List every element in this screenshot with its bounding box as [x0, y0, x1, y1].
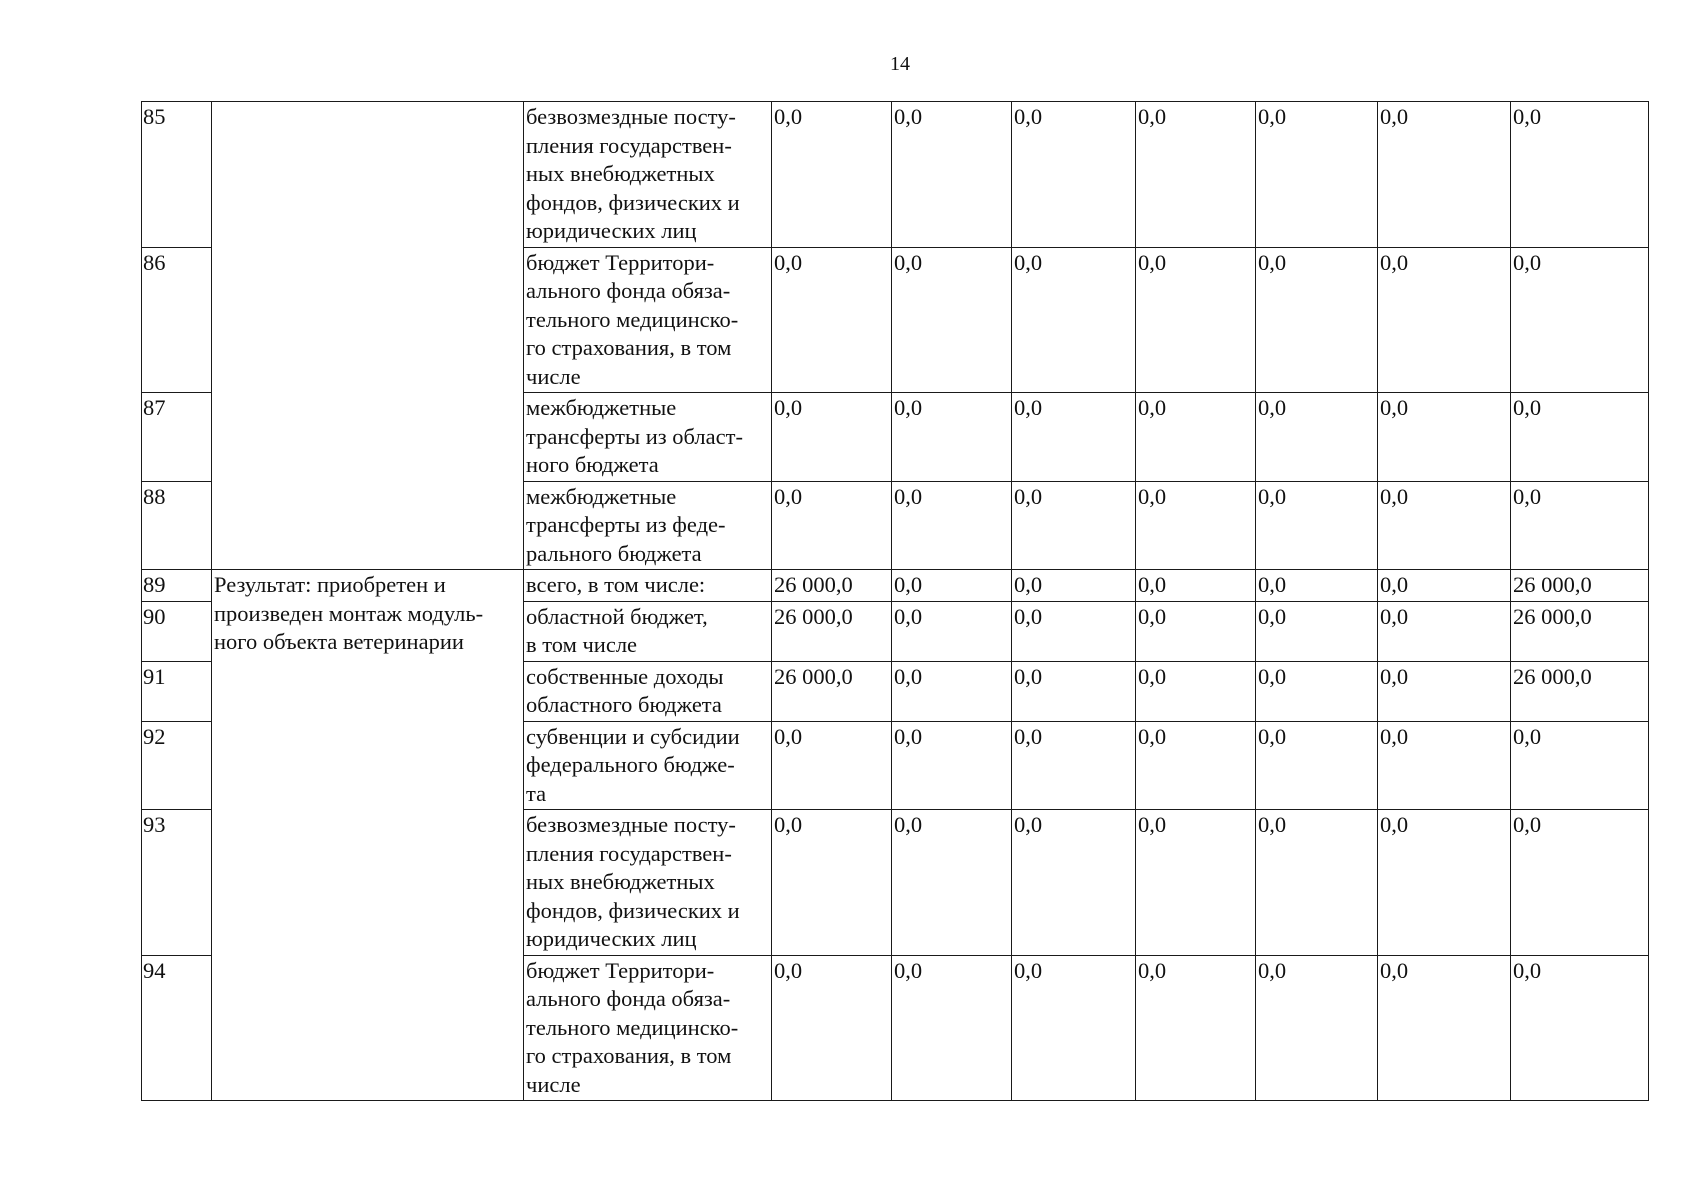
value-cell: 0,0 — [1256, 661, 1378, 721]
value-cell: 0,0 — [1256, 955, 1378, 1101]
value-cell: 26 000,0 — [772, 570, 892, 602]
funding-source-line: числе — [526, 1071, 581, 1097]
value-cell: 26 000,0 — [1511, 601, 1649, 661]
funding-source-line: го страхования, в том — [526, 1043, 732, 1068]
value-cell: 0,0 — [1012, 247, 1136, 393]
value-cell: 0,0 — [1012, 393, 1136, 482]
result-text-line: произведен монтаж модуль- — [214, 600, 484, 626]
value-cell: 0,0 — [1378, 810, 1511, 956]
value-cell: 0,0 — [1136, 247, 1256, 393]
funding-source — [524, 481, 772, 570]
row-number: 85 — [142, 102, 212, 248]
result-description — [212, 570, 524, 1101]
funding-source-line: го страхования, в том — [526, 335, 732, 360]
value-cell: 0,0 — [1012, 810, 1136, 956]
value-cell: 0,0 — [772, 481, 892, 570]
table-row — [142, 481, 1649, 570]
funding-source — [524, 247, 772, 393]
row-number: 91 — [142, 661, 212, 721]
value-cell: 0,0 — [892, 393, 1012, 482]
value-cell: 0,0 — [1136, 102, 1256, 248]
funding-source-line: всего, в том числе: — [526, 572, 706, 597]
value-cell: 0,0 — [892, 721, 1012, 810]
budget-table — [141, 101, 1649, 1101]
value-cell: 0,0 — [772, 247, 892, 393]
value-cell: 0,0 — [1012, 481, 1136, 570]
value-cell: 0,0 — [892, 481, 1012, 570]
value-cell: 0,0 — [1012, 721, 1136, 810]
row-number: 89 — [142, 570, 212, 602]
value-cell: 0,0 — [1012, 661, 1136, 721]
value-cell: 0,0 — [1511, 810, 1649, 956]
value-cell: 26 000,0 — [1511, 661, 1649, 721]
value-cell: 0,0 — [1256, 810, 1378, 956]
value-cell: 0,0 — [1378, 247, 1511, 393]
table-row — [142, 247, 1649, 393]
funding-source-line: безвозмездные посту- — [526, 812, 736, 837]
funding-source-line: юридических лиц — [526, 218, 697, 243]
value-cell: 0,0 — [1136, 955, 1256, 1101]
value-cell: 0,0 — [1511, 955, 1649, 1101]
funding-source-line: фондов, физических и — [526, 189, 740, 215]
table-row — [142, 570, 1649, 602]
value-cell: 0,0 — [1378, 570, 1511, 602]
row-number: 90 — [142, 601, 212, 661]
funding-source-line: пления государствен- — [526, 132, 732, 158]
funding-source-line: трансферты из феде- — [526, 512, 726, 537]
value-cell: 0,0 — [892, 570, 1012, 602]
funding-source-line: бюджет Территори- — [526, 957, 715, 983]
value-cell: 0,0 — [1136, 601, 1256, 661]
value-cell: 0,0 — [1511, 102, 1649, 248]
funding-source-line: межбюджетные — [526, 483, 677, 509]
result-text-line: ного объекта ветеринарии — [214, 629, 464, 654]
funding-source-line: ных внебюджетных — [526, 161, 715, 186]
table-row — [142, 393, 1649, 482]
funding-source-line: юридических лиц — [526, 926, 697, 951]
result-cell-empty — [212, 247, 524, 393]
funding-source — [524, 661, 772, 721]
funding-source-line: ных внебюджетных — [526, 869, 715, 894]
value-cell: 0,0 — [892, 247, 1012, 393]
value-cell: 0,0 — [1012, 570, 1136, 602]
funding-source-line: тельного медицинско- — [526, 306, 739, 332]
value-cell: 26 000,0 — [1511, 570, 1649, 602]
funding-source — [524, 102, 772, 248]
page-number: 14 — [890, 53, 910, 75]
funding-source-line: рального бюджета — [526, 540, 702, 566]
value-cell: 0,0 — [1136, 661, 1256, 721]
funding-source-line: фондов, физических и — [526, 897, 740, 923]
value-cell: 26 000,0 — [772, 601, 892, 661]
funding-source-line: ального фонда обяза- — [526, 986, 731, 1011]
value-cell: 0,0 — [1378, 393, 1511, 482]
value-cell: 0,0 — [1256, 393, 1378, 482]
value-cell: 0,0 — [1136, 481, 1256, 570]
row-number: 88 — [142, 481, 212, 570]
value-cell: 0,0 — [1256, 102, 1378, 248]
funding-source-line: безвозмездные посту- — [526, 104, 736, 129]
funding-source-line: областной бюджет, — [526, 603, 708, 629]
value-cell: 0,0 — [1378, 955, 1511, 1101]
result-text-line: Результат: приобретен и — [214, 572, 446, 597]
funding-source-line: собственные доходы — [526, 663, 724, 689]
funding-source-line: пления государствен- — [526, 840, 732, 866]
value-cell: 0,0 — [892, 601, 1012, 661]
value-cell: 0,0 — [772, 102, 892, 248]
funding-source-line: ального фонда обяза- — [526, 278, 731, 303]
funding-source — [524, 393, 772, 482]
value-cell: 0,0 — [1256, 247, 1378, 393]
funding-source — [524, 955, 772, 1101]
value-cell: 0,0 — [1136, 570, 1256, 602]
result-cell-empty — [212, 102, 524, 248]
value-cell: 0,0 — [1136, 810, 1256, 956]
funding-source — [524, 721, 772, 810]
funding-source — [524, 810, 772, 956]
value-cell: 0,0 — [1511, 247, 1649, 393]
funding-source-line: бюджет Территори- — [526, 249, 715, 275]
value-cell: 0,0 — [772, 810, 892, 956]
value-cell: 0,0 — [772, 721, 892, 810]
funding-source-line: трансферты из област- — [526, 423, 743, 449]
value-cell: 0,0 — [1012, 102, 1136, 248]
row-number: 92 — [142, 721, 212, 810]
value-cell: 0,0 — [1256, 721, 1378, 810]
value-cell: 0,0 — [1511, 481, 1649, 570]
value-cell: 0,0 — [772, 393, 892, 482]
value-cell: 0,0 — [1136, 721, 1256, 810]
funding-source-line: областного бюджета — [526, 692, 722, 717]
value-cell: 0,0 — [1378, 102, 1511, 248]
value-cell: 26 000,0 — [772, 661, 892, 721]
result-cell-empty — [212, 481, 524, 570]
funding-source-line: числе — [526, 363, 581, 389]
row-number: 87 — [142, 393, 212, 482]
row-number: 86 — [142, 247, 212, 393]
value-cell: 0,0 — [1378, 601, 1511, 661]
table-row — [142, 102, 1649, 248]
funding-source-line: субвенции и субсидии — [526, 723, 740, 749]
value-cell: 0,0 — [1378, 721, 1511, 810]
result-cell-empty — [212, 393, 524, 482]
value-cell: 0,0 — [1256, 570, 1378, 602]
funding-source-line: ного бюджета — [526, 452, 659, 477]
row-number: 94 — [142, 955, 212, 1101]
value-cell: 0,0 — [1511, 393, 1649, 482]
value-cell: 0,0 — [1378, 661, 1511, 721]
value-cell: 0,0 — [892, 661, 1012, 721]
funding-source — [524, 570, 772, 602]
funding-source-line: федерального бюдже- — [526, 752, 735, 777]
funding-source-line: межбюджетные — [526, 395, 677, 420]
funding-source-line: в том числе — [526, 632, 638, 657]
value-cell: 0,0 — [1511, 721, 1649, 810]
value-cell: 0,0 — [892, 810, 1012, 956]
value-cell: 0,0 — [772, 955, 892, 1101]
value-cell: 0,0 — [892, 955, 1012, 1101]
funding-source — [524, 601, 772, 661]
funding-source-line: тельного медицинско- — [526, 1014, 739, 1040]
row-number: 93 — [142, 810, 212, 956]
value-cell: 0,0 — [1378, 481, 1511, 570]
value-cell: 0,0 — [1136, 393, 1256, 482]
value-cell: 0,0 — [1256, 481, 1378, 570]
funding-source-line: та — [526, 780, 547, 806]
value-cell: 0,0 — [1012, 601, 1136, 661]
value-cell: 0,0 — [1012, 955, 1136, 1101]
value-cell: 0,0 — [892, 102, 1012, 248]
value-cell: 0,0 — [1256, 601, 1378, 661]
